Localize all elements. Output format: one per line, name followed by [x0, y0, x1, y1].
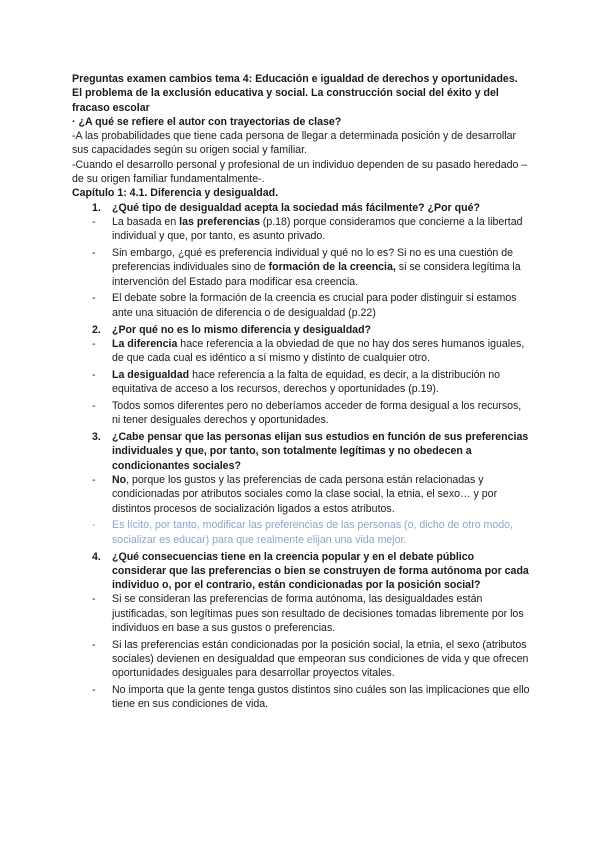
answer-text: Es lícito, por tanto, modificar las preferencias de las personas (o, dicho de otro modo, socializar es educar) para que realmente elijan una vida mejor.	[112, 519, 514, 546]
answer-text: Si se consideran las preferencias de forma autónoma, las desigualdades están justificadas, son legítimas pues son resultado de decisiones tomadas libremente por los individuos en base a sus gustos o preferencias.	[112, 593, 524, 634]
question-number: 1.	[92, 201, 101, 214]
answer-text: El debate sobre la formación de la creencia es crucial para poder distinguir si estamos ante una situación de diferencia o de desigualdad (p.22)	[112, 292, 517, 319]
document-title: Preguntas examen cambios tema 4: Educación e igualdad de derechos y oportunidades. El problema de la exclusión educativa y social. La construcción social del éxito y del fracaso escolar	[72, 73, 518, 114]
bullet-dash: -	[92, 337, 96, 350]
bullet-dash: -	[92, 519, 96, 532]
answer-emphasis: La desigualdad	[112, 368, 190, 381]
bullet-dash: -	[92, 474, 96, 487]
bullet-dash: -	[92, 247, 96, 260]
intro-answer: -Cuando el desarrollo personal y profesional de un individuo dependen de su pasado heredado –de su origen familiar fundamentalmente-.	[72, 158, 528, 186]
answer-item	[72, 246, 530, 289]
question-heading	[72, 550, 530, 593]
bullet-dash: -	[92, 638, 96, 651]
answer-emphasis: formación de la creencia,	[268, 261, 396, 274]
answer-list	[72, 337, 530, 428]
bullet-dash: -	[92, 292, 96, 305]
answer-item	[72, 638, 530, 681]
questions-list	[72, 201, 530, 712]
question-heading	[72, 201, 530, 215]
answer-emphasis: La diferencia	[112, 337, 178, 350]
answer-list	[72, 592, 530, 711]
answer-item	[72, 473, 530, 516]
bullet-dash: -	[92, 215, 96, 228]
answer-text: Todos somos diferentes pero no deberíamos acceder de forma desigual a los recursos, ni tener desiguales derechos y oportunidades.	[112, 400, 522, 427]
answer-text: La basada en las preferencias (p.18) porque consideramos que concierne a la libertad individual y que, por tanto, es asunto privado.	[112, 215, 523, 243]
answer-item	[72, 337, 530, 366]
answer-item	[72, 683, 530, 712]
bullet-dash: -	[92, 368, 96, 381]
answer-emphasis: las preferencias	[179, 215, 260, 228]
question-heading	[72, 430, 530, 473]
answer-text: La diferencia hace referencia a la obviedad de que no hay dos seres humanos iguales, de que cada cual es idéntico a sí mismo y distinto de cualquier otro.	[112, 337, 525, 365]
question-text: ¿Qué consecuencias tiene en la creencia popular y en el debate público considerar que las preferencias o bien se construyen de forma autónoma por cada individuo o, por el contrario, están condicionadas por la posición social?	[112, 550, 529, 592]
question-number: 3.	[92, 431, 101, 444]
answer-item	[72, 215, 530, 244]
bullet-dash: -	[92, 684, 96, 697]
question-text: ¿Qué tipo de desigualdad acepta la sociedad más fácilmente? ¿Por qué?	[112, 201, 480, 214]
answer-list	[72, 215, 530, 320]
intro-answer: -A las probabilidades que tiene cada persona de llegar a determinada posición y de desarrollar sus capacidades según su origen social y familiar.	[72, 130, 517, 157]
answer-text: Si las preferencias están condicionadas por la posición social, la etnia, el sexo (atributos sociales) devienen en desigualdad que empeoran sus condiciones de vida y que ofrecen oportunidades desiguales para desarrollar proyectos vitales.	[112, 638, 529, 680]
chapter-heading: Capítulo 1: 4.1. Diferencia y desigualdad.	[72, 187, 279, 200]
bullet-dash: -	[92, 593, 96, 606]
answer-item	[72, 399, 530, 428]
answer-text: La desigualdad hace referencia a la falta de equidad, es decir, a la distribución no equitativa de acceso a los recursos, derechos y oportunidades (p.19).	[112, 368, 501, 396]
answer-emphasis: No	[112, 474, 127, 487]
answer-item	[72, 368, 530, 397]
answer-text: No importa que la gente tenga gustos distintos sino cuáles son las implicaciones que ello tiene en sus condiciones de vida.	[112, 684, 530, 711]
bullet-dash: -	[92, 400, 96, 413]
answer-list	[72, 473, 530, 547]
answer-text: Sin embargo, ¿qué es preferencia individual y qué no lo es? Si no es una cuestión de preferencias individuales sino de formación de la creencia, si se considera legítima la intervención del Estado para modificar esa creencia.	[112, 247, 521, 288]
question-number: 4.	[92, 550, 101, 563]
intro-question: · ¿A qué se refiere el autor con trayectorias de clase?	[72, 115, 342, 128]
question-heading	[72, 323, 530, 337]
question-text: ¿Por qué no es lo mismo diferencia y desigualdad?	[112, 323, 372, 336]
answer-text: No, porque los gustos y las preferencias de cada persona están relacionadas y condicionadas por atributos sociales como la clase social, la etnia, el sexo… y por distintos procesos de socialización ligados a estos atributos.	[112, 474, 498, 515]
question-text: ¿Cabe pensar que las personas elijan sus estudios en función de sus preferencias individuales y que, por tanto, son totalmente legítimas y no obedecen a condicionantes sociales?	[112, 431, 529, 472]
answer-item	[72, 291, 530, 320]
answer-item	[72, 592, 530, 635]
answer-item	[72, 518, 530, 547]
question-number: 2.	[92, 323, 101, 336]
